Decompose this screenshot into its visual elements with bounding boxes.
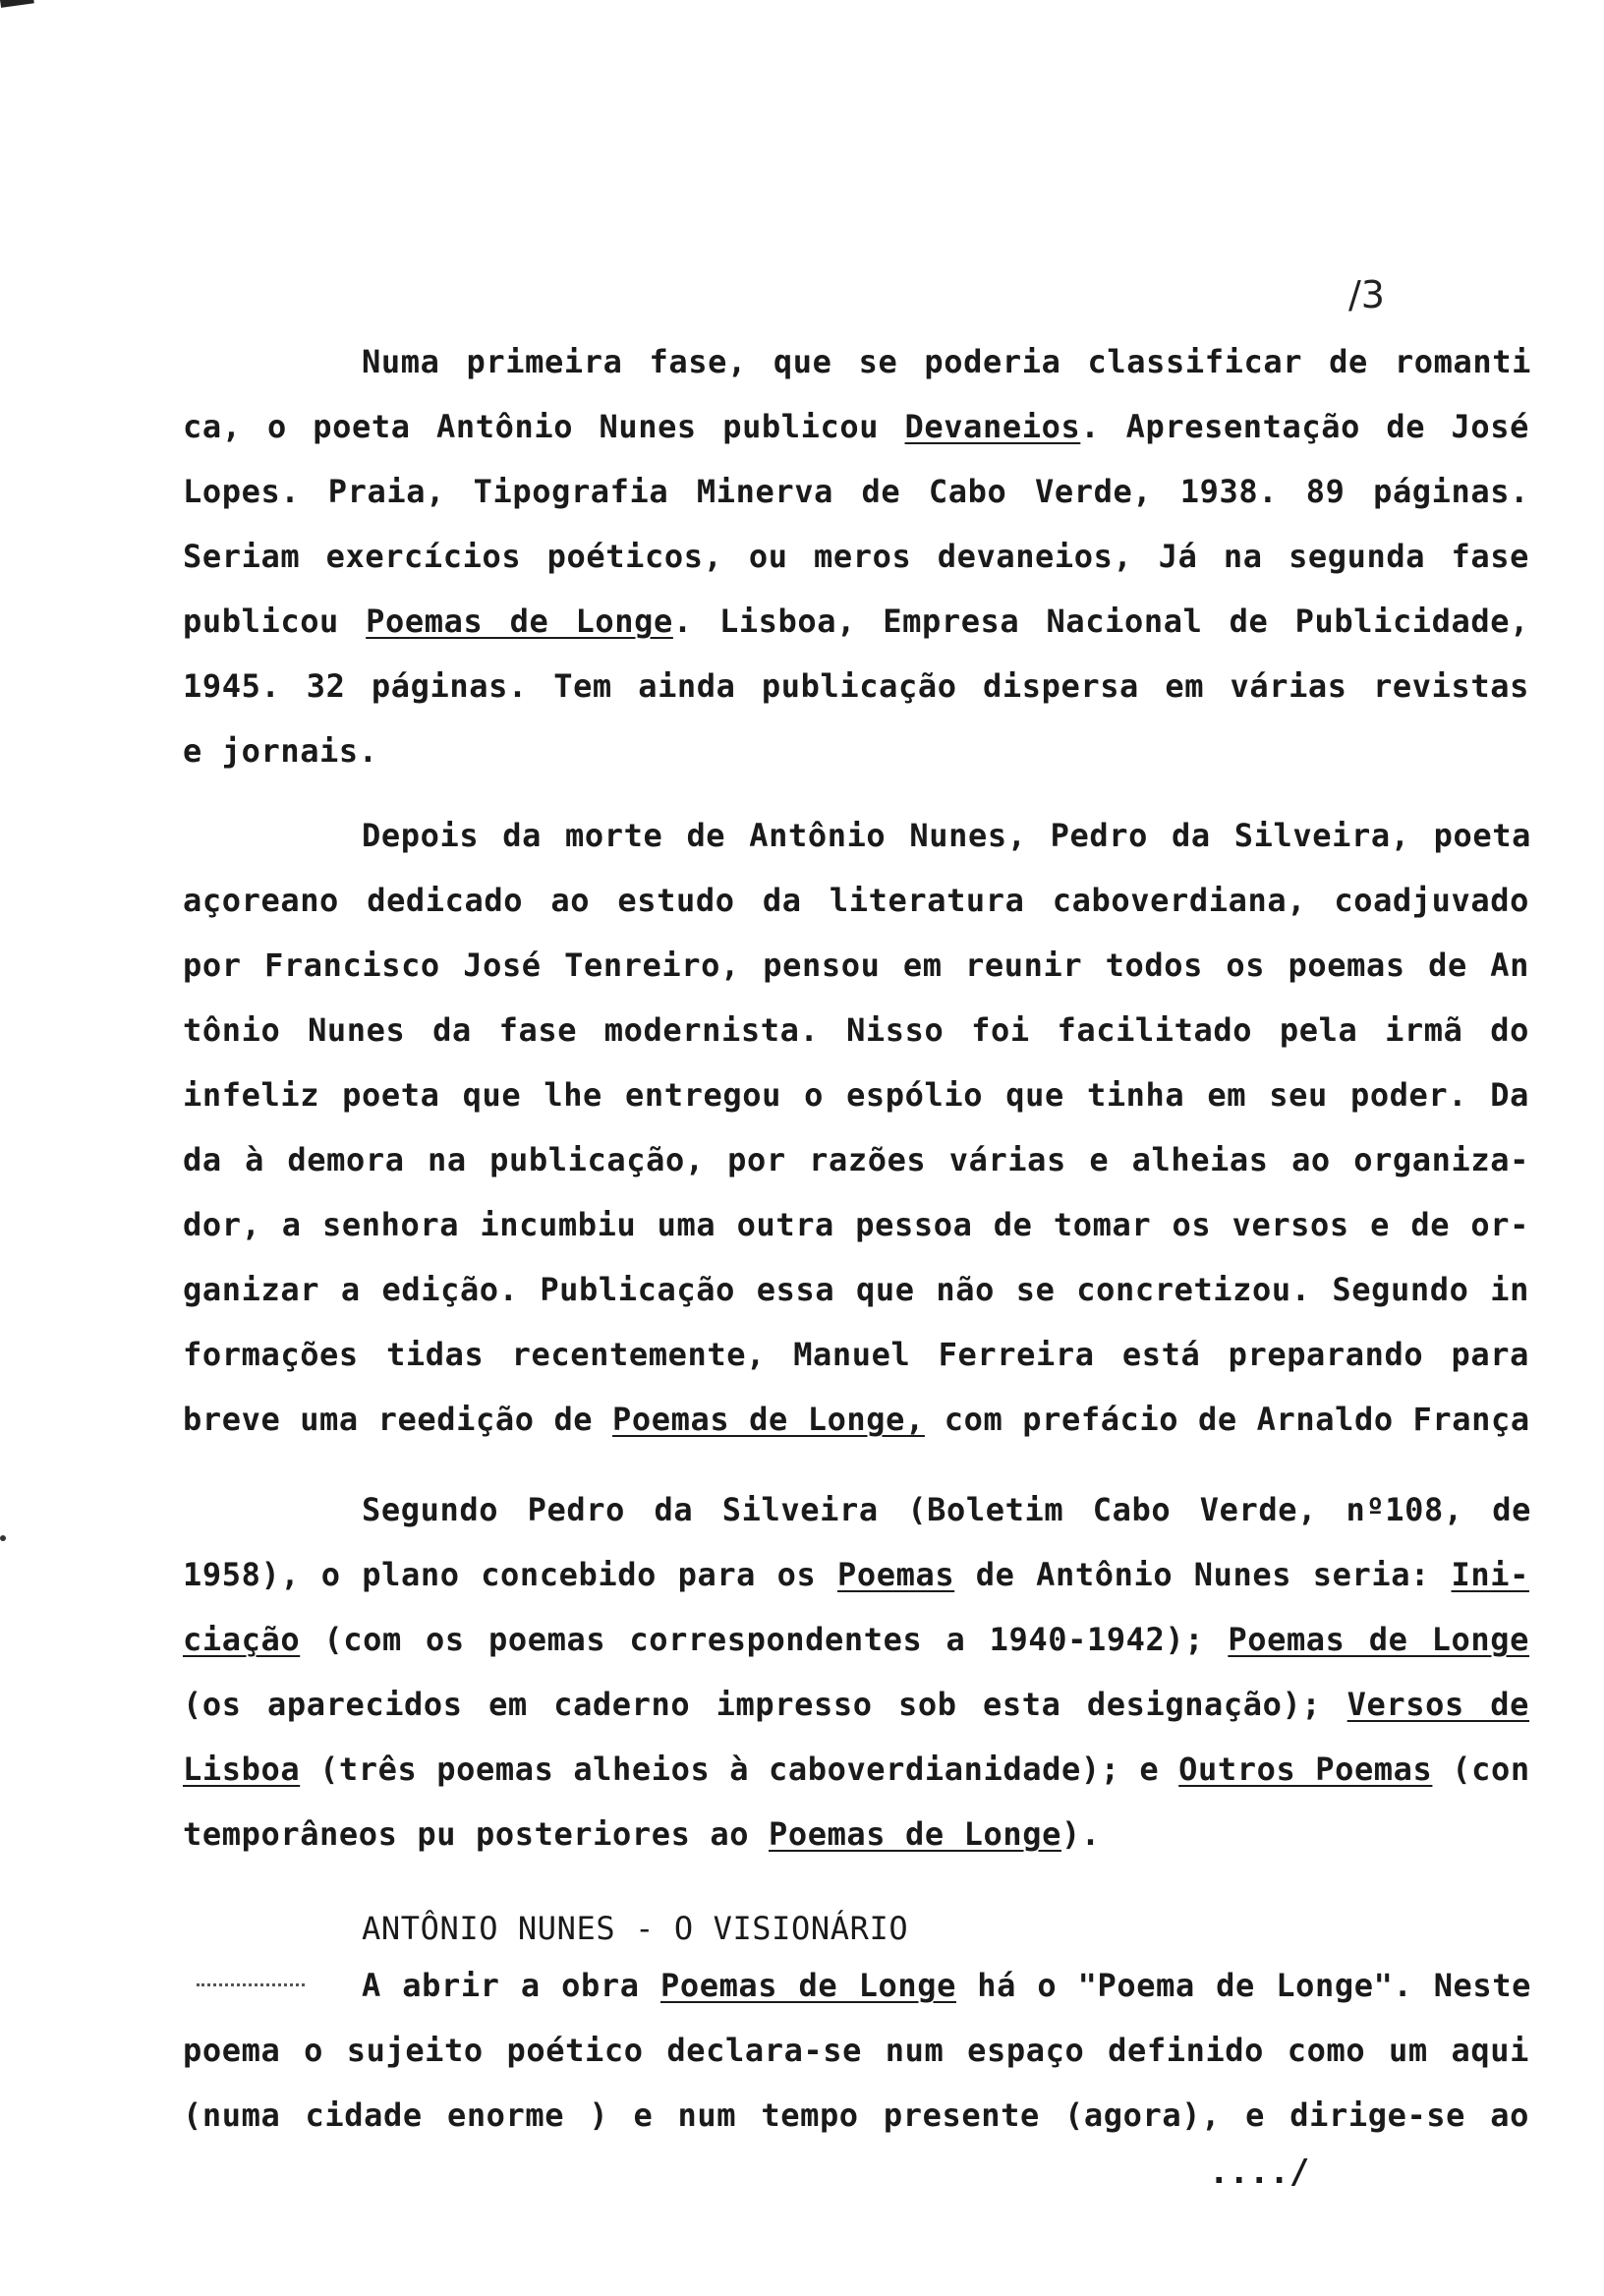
section-heading: ANTÔNIO NUNES - O VISIONÁRIO <box>362 1910 909 1947</box>
text-line <box>183 1130 1529 1189</box>
text-span: açoreano dedicado ao estudo da literatura caboverdiana, coadjuvado <box>183 882 1529 919</box>
text-span: dor, a senhora incumbiu uma outra pessoa de tomar os versos e de or- <box>183 1206 1529 1243</box>
text-span: por Francisco José Tenreiro, pensou em reunir todos os poemas de An <box>183 947 1529 984</box>
text-span: com prefácio de Arnaldo França <box>924 1401 1530 1438</box>
text-span: temporâneos pu posteriores ao <box>183 1815 769 1853</box>
text-span: há o "Poema de Longe". Neste <box>955 1967 1532 2004</box>
text-span: A abrir a obra <box>362 1967 660 2004</box>
text-line <box>362 806 1531 865</box>
text-line <box>362 332 1531 391</box>
text-span: Numa primeira fase, que se poderia classificar de romanti <box>362 343 1531 380</box>
underlined-title: Poemas de Longe <box>659 1967 956 2004</box>
underlined-title: Poemas <box>837 1556 955 1593</box>
text-span: . Lisboa, Empresa Nacional de Publicidade, <box>672 603 1530 640</box>
underlined-title: Versos de <box>1346 1686 1530 1723</box>
text-line <box>183 1675 1529 1734</box>
text-span: (com os poemas correspondentes a 1940-1942); <box>300 1621 1229 1658</box>
underlined-title: ciação <box>183 1621 301 1658</box>
text-span: ). <box>1060 1815 1101 1853</box>
page-number: /3 <box>1348 273 1385 316</box>
text-span: de Antônio Nunes seria: <box>954 1556 1452 1593</box>
text-line <box>183 1065 1529 1124</box>
text-line <box>183 1740 1529 1799</box>
text-line <box>183 527 1529 586</box>
text-line <box>362 1480 1531 1539</box>
text-span: publicou <box>183 603 367 640</box>
handwritten-mark <box>197 1983 305 1988</box>
underlined-title: Poemas de Longe <box>768 1815 1061 1853</box>
underlined-title: Devaneios <box>904 408 1081 445</box>
text-line <box>183 2086 1529 2145</box>
text-line <box>183 936 1529 995</box>
underlined-title: Poemas de Longe, <box>612 1401 925 1438</box>
text-line <box>183 1001 1529 1060</box>
text-span: Seriam exercícios poéticos, ou meros devaneios, Já na segunda fase <box>183 538 1529 575</box>
text-line <box>183 462 1529 521</box>
text-span: (numa cidade enorme ) e num tempo presente (agora), e dirige-se ao <box>183 2096 1529 2134</box>
text-span: 1958), o plano concebido para os <box>183 1556 837 1593</box>
text-span: ca, o poeta Antônio Nunes publicou <box>183 408 905 445</box>
underlined-title: Poemas de Longe <box>1228 1621 1529 1658</box>
text-line <box>183 871 1529 930</box>
continuation-mark: ..../ <box>1209 2152 1310 2192</box>
underlined-title: Poemas de Longe <box>366 603 673 640</box>
underlined-title: Ini- <box>1451 1556 1529 1593</box>
underlined-title: Lisboa <box>183 1751 301 1788</box>
text-span: (três poemas alheios à caboverdianidade); e <box>300 1751 1179 1788</box>
text-line <box>183 721 1529 780</box>
text-span: Lopes. Praia, Tipografia Minerva de Cabo Verde, 1938. 89 páginas. <box>183 473 1529 510</box>
text-line <box>183 1610 1529 1669</box>
text-span: . Apresentação de José <box>1080 408 1530 445</box>
margin-dot <box>0 1535 6 1541</box>
text-span: formações tidas recentemente, Manuel Ferreira está preparando para <box>183 1336 1529 1373</box>
text-span: infeliz poeta que lhe entregou o espólio que tinha em seu poder. Da <box>183 1076 1529 1114</box>
text-span: da à demora na publicação, por razões várias e alheias ao organiza- <box>183 1141 1529 1178</box>
text-span: (con <box>1432 1751 1530 1788</box>
text-line <box>183 1805 1529 1864</box>
text-span: Depois da morte de Antônio Nunes, Pedro da Silveira, poeta <box>362 817 1531 854</box>
text-span: poema o sujeito poético declara-se num espaço definido como um aqui <box>183 2032 1529 2069</box>
text-line <box>183 1390 1529 1449</box>
text-span: Segundo Pedro da Silveira (Boletim Cabo Verde, nº108, de <box>362 1491 1531 1528</box>
text-line <box>183 1545 1529 1604</box>
text-span: breve uma reedição de <box>183 1401 613 1438</box>
text-line <box>183 592 1529 651</box>
text-line <box>362 1956 1531 2015</box>
text-span: e jornais. <box>183 732 378 770</box>
page-corner-mark <box>0 0 34 8</box>
text-line <box>183 1325 1529 1384</box>
text-span: (os aparecidos em caderno impresso sob esta designação); <box>183 1686 1347 1723</box>
text-line <box>183 657 1529 716</box>
text-line <box>183 397 1529 456</box>
text-span: ganizar a edição. Publicação essa que não se concretizou. Segundo in <box>183 1271 1529 1308</box>
text-span: tônio Nunes da fase modernista. Nisso foi facilitado pela irmã do <box>183 1011 1529 1049</box>
text-span: 1945. 32 páginas. Tem ainda publicação dispersa em várias revistas <box>183 667 1529 705</box>
text-line <box>183 1260 1529 1319</box>
text-line <box>183 2021 1529 2080</box>
text-line <box>183 1195 1529 1254</box>
underlined-title: Outros Poemas <box>1178 1751 1433 1788</box>
